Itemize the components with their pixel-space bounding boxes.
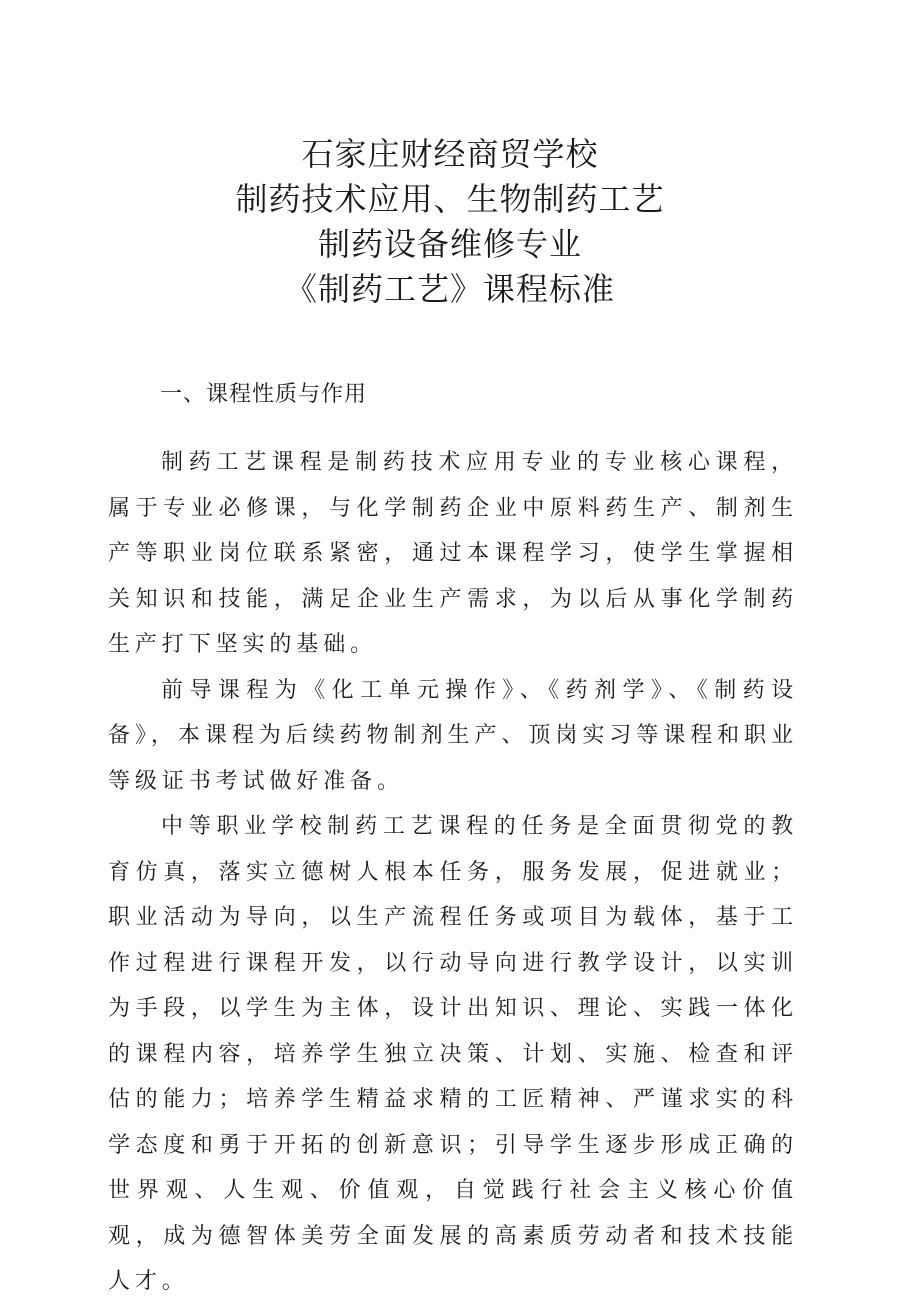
body-text (108, 440, 798, 1305)
paragraph-course-nature: 制药工艺课程是制药技术应用专业的专业核心课程，属于专业必修课，与化学制药企业中原料药生产、制剂生产等职业岗位联系紧密，通过本课程学习，使学生掌握相关知识和技能，满足企业生产需求，为以后从事化学制药生产打下坚实的基础。 (108, 450, 798, 657)
title-line-majors: 制药技术应用、生物制药工艺 (235, 180, 665, 218)
title-line-major-equipment: 制药设备维修专业 (317, 225, 582, 263)
section-heading: 一、课程性质与作用 (160, 382, 368, 407)
paragraph-course-tasks: 中等职业学校制药工艺课程的任务是全面贯彻党的教育仿真，落实立德树人根本任务，服务发展，促进就业；职业活动为导向，以生产流程任务或项目为载体，基于工作过程进行课程开发，以行动导向进行教学设计，以实训为手段，以学生为主体，设计出知识、理论、实践一体化的课程内容，培养学生独立决策、计划、实施、检查和评估的能力；培养学生精益求精的工匠精神、严谨求实的科学态度和勇于开拓的创新意识；引导学生逐步形成正确的世界观、人生观、价值观，自觉践行社会主义核心价值观，成为德智体美劳全面发展的高素质劳动者和技术技能人才。 (108, 814, 798, 1294)
title-line-course-standard: 《制药工艺》课程标准 (284, 270, 615, 308)
document-title (0, 132, 900, 312)
paragraph-prerequisites: 前导课程为《化工单元操作》、《药剂学》、《制药设备》，本课程为后续药物制剂生产、顶岗实习等课程和职业等级证书考试做好准备。 (108, 677, 798, 794)
title-line-school: 石家庄财经商贸学校 (301, 135, 599, 173)
